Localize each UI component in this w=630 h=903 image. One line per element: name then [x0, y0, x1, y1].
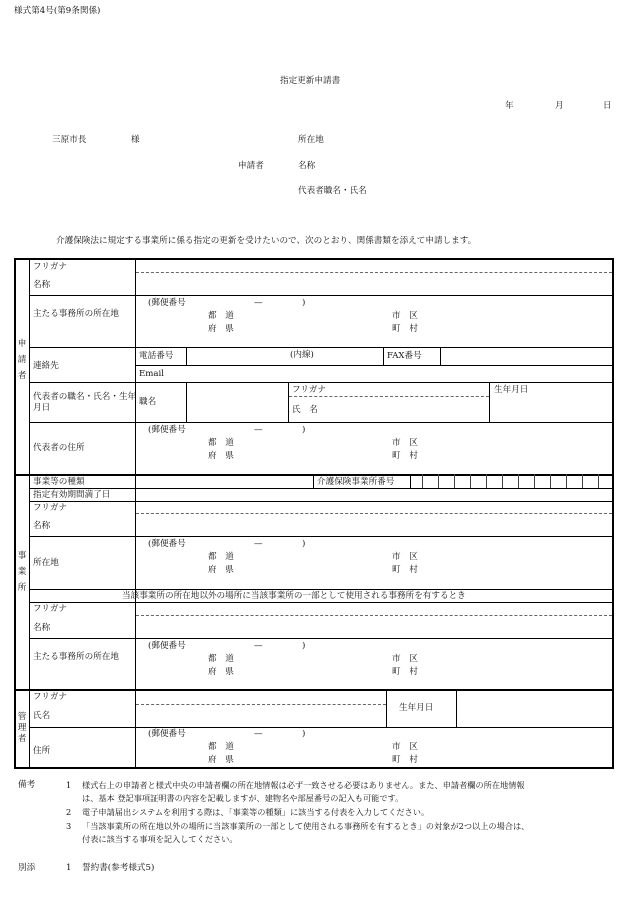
of-main-office-label: 主たる事務所の所在地	[33, 652, 119, 662]
of2-ken: 県	[225, 667, 234, 677]
of2-do: 道	[225, 654, 234, 664]
of-service-type-label: 事業等の種類	[33, 477, 85, 487]
of-mura: 村	[409, 565, 418, 575]
ap-postal: (郵便番号	[148, 298, 186, 308]
ap2-do: 道	[225, 438, 234, 448]
of2-shi: 市	[392, 654, 401, 664]
attachment-no: 1	[66, 863, 72, 873]
mg-postal-close: )	[302, 729, 306, 739]
ap-birth-label: 生年月日	[494, 385, 529, 395]
ap-to: 都	[208, 311, 217, 321]
ap-rep-info-label: 代表者の職名・氏名・生年月日	[33, 392, 137, 413]
ap2-fu: 府	[208, 451, 217, 461]
ap2-ku: 区	[409, 438, 418, 448]
of-expiry-label: 指定有効期間満了日	[33, 490, 111, 500]
of-fu: 府	[208, 565, 217, 575]
of-insurance-no-label: 介護保険事業所番号	[317, 477, 395, 487]
of-location-label: 所在地	[33, 558, 59, 568]
ap2-postal-dash: —	[254, 425, 263, 435]
ap-mura: 村	[409, 324, 418, 334]
of2-furigana-label: フリガナ	[33, 604, 67, 614]
of2-postal-close: )	[302, 641, 306, 651]
ap-ken: 県	[225, 324, 234, 334]
of-postal-dash: —	[254, 539, 263, 549]
ap-do: 道	[225, 311, 234, 321]
mg-birth-label: 生年月日	[399, 703, 434, 713]
note-2-line1: 電子申請届出システムを利用する際は、「事業等の種類」に該当する付表を入力してください。	[82, 807, 430, 817]
side-label-applicant: 申請者	[17, 339, 27, 381]
of-machi: 町	[392, 565, 401, 575]
ap-postal-dash: —	[254, 298, 263, 308]
of2-postal: (郵便番号	[148, 641, 186, 651]
of-do: 道	[225, 552, 234, 562]
ap-email-label: Email	[139, 369, 165, 379]
ap-fu: 府	[208, 324, 217, 334]
ap-ku: 区	[409, 311, 418, 321]
ap-tel-label: 電話番号	[139, 351, 174, 361]
ap2-postal-close: )	[302, 425, 306, 435]
mg-ken: 県	[225, 755, 234, 765]
ap-postal-close: )	[302, 298, 306, 308]
of2-fu: 府	[208, 667, 217, 677]
mg-to: 都	[208, 742, 217, 752]
header-applicant-label: 申請者	[238, 161, 264, 171]
note-1-line2: は、基本 登記事項証明書の内容を記載しますが、建物名や部屋番号の記入も可能です。	[82, 793, 404, 803]
side-label-manager: 管理者	[17, 712, 27, 744]
ap-shi: 市	[392, 311, 401, 321]
mg-ku: 区	[409, 742, 418, 752]
mg-postal: (郵便番号	[148, 729, 186, 739]
addressee-sama: 様	[131, 135, 140, 145]
page-title: 指定更新申請書	[280, 76, 341, 86]
of-to: 都	[208, 552, 217, 562]
mg-furigana-label: フリガナ	[33, 692, 67, 702]
of2-machi: 町	[392, 667, 401, 677]
note-2-no: 2	[66, 807, 72, 817]
ap-main-office-label: 主たる事務所の所在地	[33, 309, 119, 319]
ap2-machi: 町	[392, 451, 401, 461]
header-rep-label: 代表者職名・氏名	[298, 186, 367, 196]
attachment-text: 誓約書(参考様式5)	[82, 863, 155, 873]
ap2-mura: 村	[409, 451, 418, 461]
intro-text: 介護保険法に規定する事業所に係る指定の更新を受けたいので、次のとおり、関係書類を添えて申請します。	[56, 236, 477, 246]
mg-machi: 町	[392, 755, 401, 765]
ap-machi: 町	[392, 324, 401, 334]
of-shi: 市	[392, 552, 401, 562]
of2-mura: 村	[409, 667, 418, 677]
header-name-label: 名称	[298, 161, 316, 171]
of-furigana-label: フリガナ	[33, 503, 67, 513]
mg-do: 道	[225, 742, 234, 752]
note-3-no: 3	[66, 821, 72, 831]
ap-rep-address-label: 代表者の住所	[33, 443, 85, 453]
of-other-note: 当該事業所の所在地以外の場所に当該事業所の一部として使用される事務所を有するとき	[122, 591, 466, 601]
note-1-line1: 様式右上の申請者と様式中央の申請者欄の所在地情報は必ず一致させる必要はありません。また、申請者欄の所在地情報	[82, 780, 525, 790]
side-label-office: 事業所	[17, 551, 27, 593]
ap2-to: 都	[208, 438, 217, 448]
header-address-label: 所在地	[298, 135, 324, 145]
ap-contact-label: 連絡先	[33, 361, 59, 371]
note-3-line1: 「当該事業所の所在地以外の場所に当該事業所の一部として使用される事務所を有するとき」の対象が2つ以上の場合は、	[82, 821, 530, 831]
ap2-ken: 県	[225, 451, 234, 461]
of2-name-label: 名称	[33, 623, 51, 633]
ap2-shi: 市	[392, 438, 401, 448]
ap-rep-furigana: フリガナ	[292, 385, 326, 395]
mg-name-label: 氏名	[33, 711, 51, 721]
of-ku: 区	[409, 552, 418, 562]
note-1-no: 1	[66, 780, 72, 790]
notes-label: 備考	[18, 780, 36, 790]
date-day: 日	[603, 101, 612, 111]
of-postal: (郵便番号	[148, 539, 186, 549]
attachment-label: 別添	[18, 863, 36, 873]
note-3-line2: 付表に該当する事項を記入してください。	[82, 834, 238, 844]
ap-title-label: 職名	[139, 397, 157, 407]
addressee-mayor: 三原市長	[52, 135, 87, 145]
of-ken: 県	[225, 565, 234, 575]
date-year: 年	[505, 101, 514, 111]
date-month: 月	[555, 101, 564, 111]
of2-to: 都	[208, 654, 217, 664]
form-number: 様式第4号(第9条関係)	[14, 6, 101, 16]
of2-postal-dash: —	[254, 641, 263, 651]
of-postal-close: )	[302, 539, 306, 549]
of2-ku: 区	[409, 654, 418, 664]
mg-mura: 村	[409, 755, 418, 765]
ap-name-label: 名称	[33, 280, 51, 290]
mg-fu: 府	[208, 755, 217, 765]
ap2-postal: (郵便番号	[148, 425, 186, 435]
mg-shi: 市	[392, 742, 401, 752]
ap-ext-label: (内線)	[290, 350, 314, 360]
ap-fax-label: FAX番号	[387, 351, 422, 361]
mg-address-label: 住所	[33, 746, 51, 756]
ap-rep-name-label: 氏 名	[292, 405, 318, 415]
of-name-label: 名称	[33, 521, 51, 531]
ap-furigana-label: フリガナ	[33, 262, 67, 272]
mg-postal-dash: —	[254, 729, 263, 739]
